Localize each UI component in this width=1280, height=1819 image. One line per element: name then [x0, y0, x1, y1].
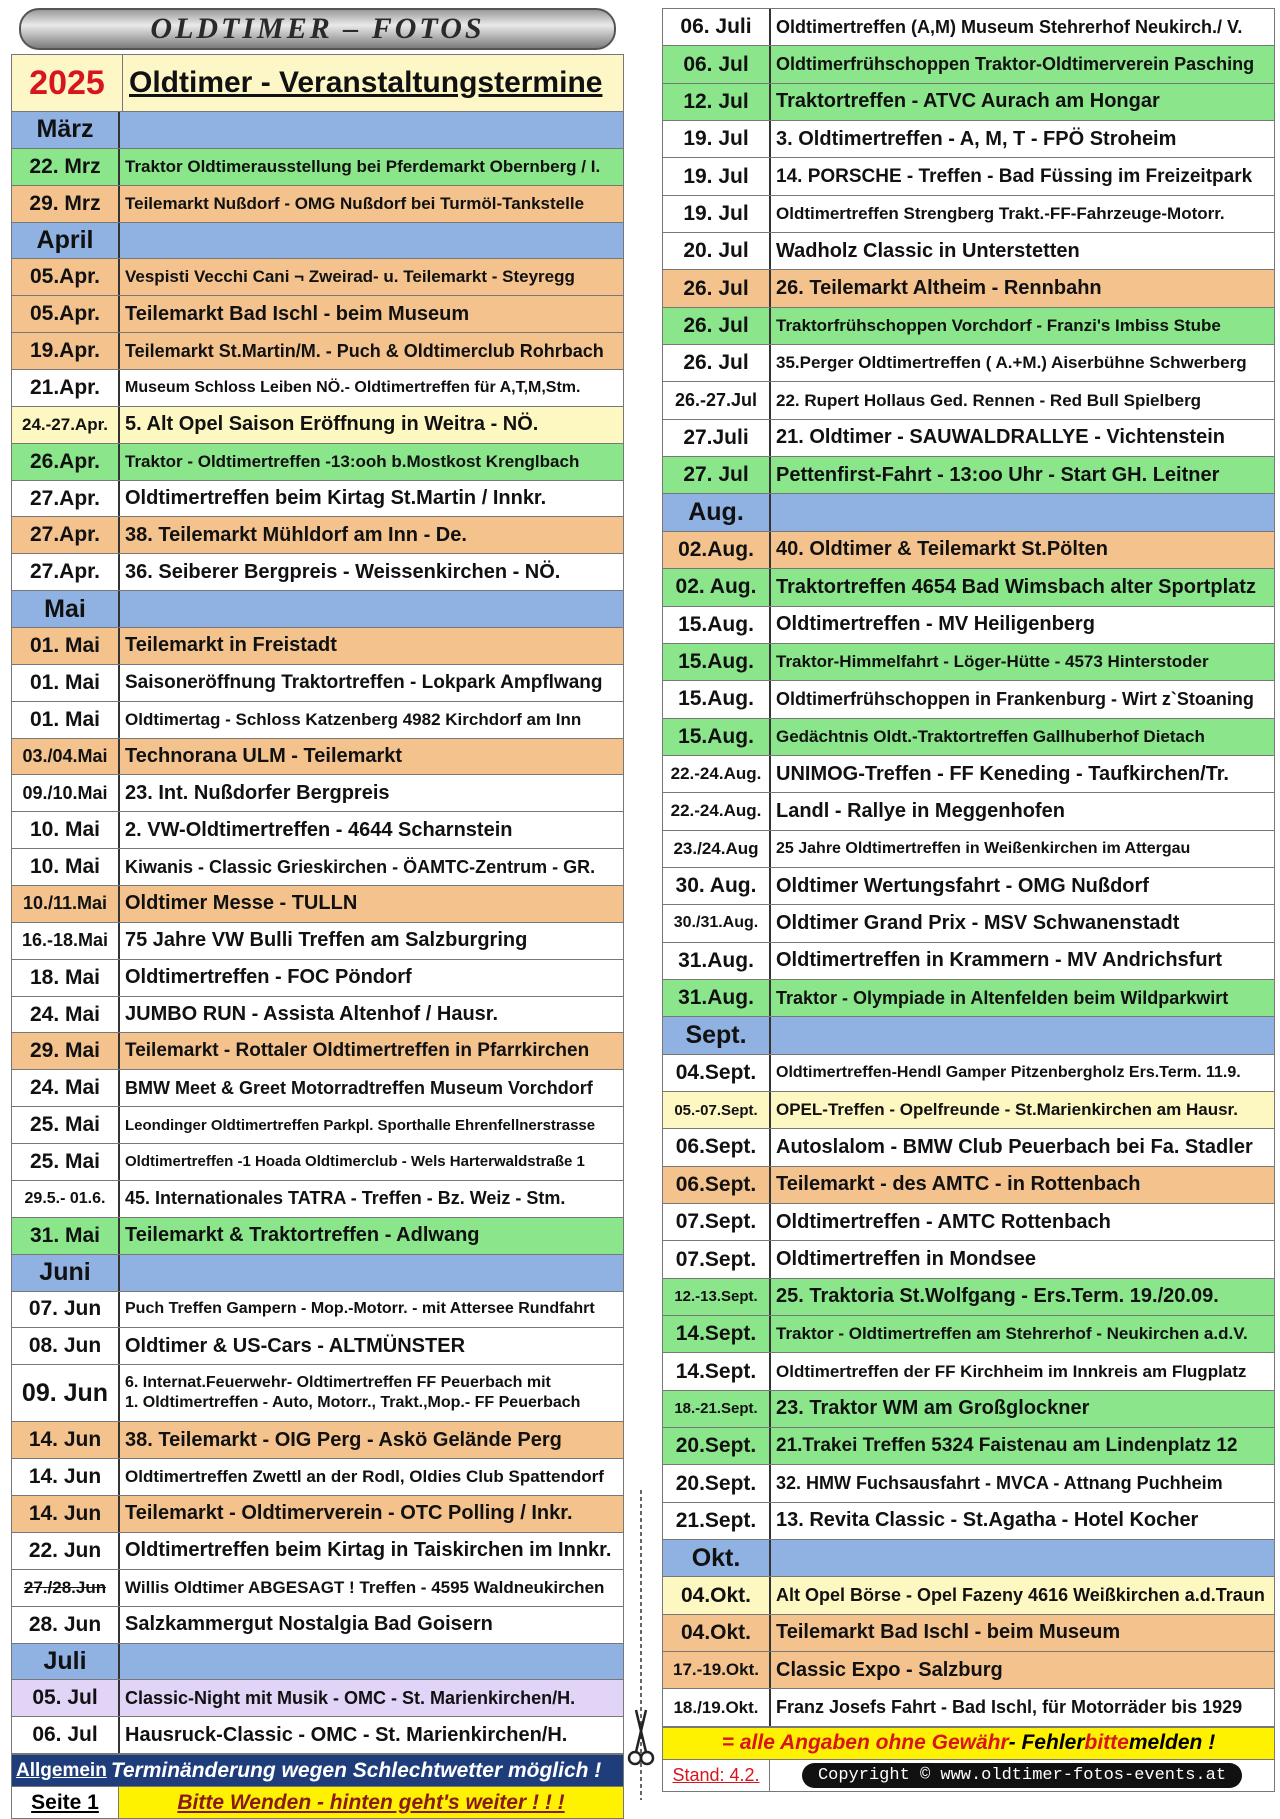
month-header [12, 223, 623, 260]
event-title: Landl - Rallye in Meggenhofen [776, 799, 1065, 822]
event-title: Teilemarkt - des AMTC - in Rottenbach [776, 1173, 1141, 1196]
event-row [663, 793, 1274, 830]
event-title: OPEL-Treffen - Opelfreunde - St.Marienkirchen am Hausr. [776, 1100, 1238, 1120]
event-date: 15.Aug. [663, 719, 771, 755]
event-date: 26. Jul [663, 308, 771, 344]
event-title: Oldtimertreffen - FOC Pöndorf [125, 966, 412, 989]
event-row [663, 569, 1274, 606]
event-title: Traktor - Oldtimertreffen am Stehrerhof - Neukirchen a.d.V. [776, 1324, 1248, 1344]
event-date: 01. Mai [12, 702, 120, 738]
left-column [11, 8, 624, 1819]
event-title: Oldtimertreffen -1 Hoada Oldtimerclub - Wels Harterwaldstraße 1 [125, 1153, 585, 1171]
event-row [663, 1428, 1274, 1465]
event-row [12, 149, 623, 186]
event-date: 21.Apr. [12, 370, 120, 406]
event-title: Gedächtnis Oldt.-Traktortreffen Gallhuberhof Dietach [776, 726, 1205, 746]
event-title: 26. Teilemarkt Altheim - Rennbahn [776, 277, 1102, 300]
event-date: 06.Sept. [663, 1167, 771, 1203]
event-row [12, 1328, 623, 1365]
stand-date: Stand: 4.2. [663, 1760, 770, 1791]
month-spacer [120, 112, 623, 148]
event-row [663, 1204, 1274, 1241]
event-row [663, 1241, 1274, 1278]
event-row [12, 481, 623, 518]
month-spacer [120, 223, 623, 259]
event-date: 27.Juli [663, 420, 771, 456]
event-row [663, 1092, 1274, 1129]
month-header [12, 591, 623, 628]
event-date: 14. Jun [12, 1496, 120, 1532]
event-title: Teilemarkt - Rottaler Oldtimertreffen in Pfarrkirchen [125, 1040, 590, 1062]
event-date: 19. Jul [663, 121, 771, 157]
event-date: 19.Apr. [12, 333, 120, 369]
event-title: Museum Schloss Leiben NÖ.- Oldtimertreffen für A,T,M,Stm. [125, 378, 581, 396]
event-date: 19. Jul [663, 196, 771, 232]
event-date: 06. Jul [663, 46, 771, 82]
event-row [663, 1055, 1274, 1092]
event-title: 45. Internationales TATRA - Treffen - Bz. Weiz - Stm. [125, 1188, 566, 1209]
event-date: 25. Mai [12, 1144, 120, 1180]
event-row [663, 1689, 1274, 1726]
event-date: 07. Jun [12, 1292, 120, 1328]
event-title: Saisoneröffnung Traktortreffen - Lokpark Ampflwang [125, 671, 603, 693]
event-row [12, 444, 623, 481]
event-row [663, 270, 1274, 307]
event-row [663, 84, 1274, 121]
event-title: Oldtimertreffen Zwettl an der Rodl, Oldies Club Spattendorf [125, 1467, 604, 1487]
event-date: 22.-24.Aug. [663, 793, 771, 829]
event-title: Oldtimer & US-Cars - ALTMÜNSTER [125, 1334, 466, 1357]
event-row [663, 831, 1274, 868]
event-row [663, 1652, 1274, 1689]
event-row [663, 1279, 1274, 1316]
event-title: Alt Opel Börse - Opel Fazeny 4616 Weißkirchen a.d.Traun [776, 1585, 1265, 1606]
event-title: Teilemarkt & Traktortreffen - Adlwang [125, 1224, 480, 1247]
event-row [663, 382, 1274, 419]
disclaimer-part-a: = alle Angaben ohne Gewähr [721, 1731, 1009, 1755]
event-title: Kiwanis - Classic Grieskirchen - ÖAMTC-Zentrum - GR. [125, 856, 596, 877]
event-date: 22.-24.Aug. [663, 756, 771, 792]
event-row [663, 196, 1274, 233]
event-date: 15.Aug. [663, 644, 771, 680]
event-title: Teilemarkt Nußdorf - OMG Nußdorf bei Turmöl-Tankstelle [125, 193, 585, 213]
event-title: Oldtimerfrühschoppen in Frankenburg - Wirt z`Stoaning [776, 688, 1254, 709]
event-row [663, 457, 1274, 494]
event-date: 20.Sept. [663, 1465, 771, 1501]
event-date: 12. Jul [663, 84, 771, 120]
event-title: Oldtimertag - Schloss Katzenberg 4982 Kirchdorf am Inn [125, 709, 582, 729]
event-date: 10. Mai [12, 849, 120, 885]
event-title: Teilemarkt Bad Ischl - beim Museum [125, 302, 470, 325]
event-date: 22. Jun [12, 1533, 120, 1569]
month-header [12, 1644, 623, 1681]
event-date: 29. Mrz [12, 186, 120, 222]
event-title: Hausruck-Classic - OMC - St. Marienkirchen/H. [125, 1723, 568, 1746]
event-title: 25 Jahre Oldtimertreffen in Weißenkirchen im Attergau [776, 839, 1191, 857]
event-title: Wadholz Classic in Unterstetten [776, 239, 1080, 262]
copyright-area [770, 1760, 1274, 1791]
event-title: UNIMOG-Treffen - FF Keneding - Taufkirchen/Tr. [776, 762, 1229, 785]
event-row [663, 532, 1274, 569]
footer-disclaimer [662, 1727, 1275, 1760]
event-date: 07.Sept. [663, 1241, 771, 1277]
event-row [12, 259, 623, 296]
event-title: Technorana ULM - Teilemarkt [125, 745, 403, 768]
event-date: 26.-27.Jul [663, 382, 771, 418]
event-title: Oldtimertreffen beim Kirtag in Taiskirchen im Innkr. [125, 1539, 612, 1562]
event-row [663, 1465, 1274, 1502]
event-date: 29. Mai [12, 1033, 120, 1069]
event-date: 24.-27.Apr. [12, 407, 120, 443]
event-title: Traktortreffen - ATVC Aurach am Hongar [776, 90, 1160, 113]
event-title: Teilemarkt Bad Ischl - beim Museum [776, 1621, 1121, 1644]
event-title: 38. Teilemarkt Mühldorf am Inn - De. [125, 523, 467, 546]
month-name: Sept. [663, 1017, 771, 1053]
event-title: Oldtimer Messe - TULLN [125, 892, 358, 915]
event-date: 07.Sept. [663, 1204, 771, 1240]
event-date: 01. Mai [12, 665, 120, 701]
event-row [663, 345, 1274, 382]
event-row [12, 886, 623, 923]
event-title: Oldtimertreffen - AMTC Rottenbach [776, 1210, 1111, 1233]
event-row [663, 756, 1274, 793]
event-date: 27. Jul [663, 457, 771, 493]
event-date: 26.Apr. [12, 444, 120, 480]
event-row [12, 1181, 623, 1218]
event-date: 08. Jun [12, 1328, 120, 1364]
event-date: 01. Mai [12, 628, 120, 664]
event-date: 31. Mai [12, 1218, 120, 1254]
event-title: 6. Internat.Feuerwehr- Oldtimertreffen FF Peuerbach mit 1. Oldtimertreffen - Auto, Motorr., Trakt.,Mop.- FF Peuerbach [125, 1374, 581, 1412]
event-title: Oldtimertreffen Strengberg Trakt.-FF-Fahrzeuge-Motorr. [776, 203, 1225, 223]
event-date: 27.Apr. [12, 554, 120, 590]
event-row [12, 1570, 623, 1607]
event-title: JUMBO RUN - Assista Altenhof / Hausr. [125, 1003, 499, 1026]
month-name: Juli [12, 1644, 120, 1680]
event-date: 19. Jul [663, 158, 771, 194]
event-date: 15.Aug. [663, 681, 771, 717]
event-row [12, 739, 623, 776]
event-row [663, 607, 1274, 644]
event-row [663, 644, 1274, 681]
event-date: 05. Jul [12, 1680, 120, 1716]
event-title: Vespisti Vecchi Cani ¬ Zweirad- u. Teilemarkt - Steyregg [125, 267, 575, 287]
event-title: Leondinger Oldtimertreffen Parkpl. Sporthalle Ehrenfellnerstrasse [125, 1116, 596, 1134]
event-row [663, 158, 1274, 195]
footer-general-text: Terminänderung wegen Schlechtwetter möglich ! [107, 1755, 623, 1786]
right-column [662, 8, 1275, 1792]
event-date: 12.-13.Sept. [663, 1279, 771, 1315]
event-title: Oldtimertreffen der FF Kirchheim im Innkreis am Flugplatz [776, 1361, 1247, 1381]
month-name: Aug. [663, 494, 771, 530]
event-date: 16.-18.Mai [12, 923, 120, 959]
event-row [663, 308, 1274, 345]
disclaimer-text [663, 1728, 1274, 1759]
month-header [663, 1017, 1274, 1054]
month-header [663, 1540, 1274, 1577]
event-title: Teilemarkt - Oldtimerverein - OTC Polling / Inkr. [125, 1502, 573, 1525]
event-row [12, 370, 623, 407]
event-row [12, 1680, 623, 1717]
event-title: Oldtimer Grand Prix - MSV Schwanenstadt [776, 911, 1180, 934]
event-date: 14.Sept. [663, 1353, 771, 1389]
disclaimer-part-c: bitte [1084, 1731, 1129, 1755]
event-row [12, 186, 623, 223]
month-spacer [120, 591, 623, 627]
event-date: 06. Jul [12, 1717, 120, 1753]
month-spacer [771, 1017, 1274, 1053]
event-row [663, 1316, 1274, 1353]
disclaimer-part-d: melden ! [1128, 1731, 1216, 1755]
event-title: Salzkammergut Nostalgia Bad Goisern [125, 1613, 493, 1636]
event-row [12, 296, 623, 333]
event-list-right [662, 8, 1275, 1727]
event-date: 28. Jun [12, 1607, 120, 1643]
event-date: 26. Jul [663, 345, 771, 381]
event-title: Classic Expo - Salzburg [776, 1658, 1003, 1681]
month-spacer [771, 1540, 1274, 1576]
event-date: 14. Jun [12, 1459, 120, 1495]
event-title: 22. Rupert Hollaus Ged. Rennen - Red Bull Spielberg [776, 390, 1202, 410]
event-row [663, 1129, 1274, 1166]
event-title: Oldtimertreffen in Krammern - MV Andrichsfurt [776, 949, 1222, 972]
event-title: Oldtimertreffen-Hendl Gamper Pitzenbergholz Ers.Term. 11.9. [776, 1063, 1241, 1081]
copyright-link[interactable]: Copyright © www.oldtimer-fotos-events.at [802, 1763, 1242, 1788]
disclaimer-part-b: - Fehler [1008, 1731, 1085, 1755]
event-date: 14.Sept. [663, 1316, 771, 1352]
event-date: 05.Apr. [12, 296, 120, 332]
event-row [12, 923, 623, 960]
page-title [11, 54, 624, 112]
event-date: 03./04.Mai [12, 739, 120, 775]
event-date: 14. Jun [12, 1422, 120, 1458]
event-date: 27./28.Jun [12, 1570, 120, 1606]
event-date: 04.Okt. [663, 1615, 771, 1651]
event-title: Willis Oldtimer ABGESAGT ! Treffen - 4595 Waldneukirchen [125, 1577, 605, 1597]
event-date: 02. Aug. [663, 569, 771, 605]
event-date: 20.Sept. [663, 1428, 771, 1464]
event-title: Oldtimertreffen - MV Heiligenberg [776, 613, 1095, 636]
event-row [663, 1353, 1274, 1390]
event-row [663, 1503, 1274, 1540]
event-row [12, 1496, 623, 1533]
event-row [12, 702, 623, 739]
event-date: 21.Sept. [663, 1503, 771, 1539]
event-row [12, 517, 623, 554]
event-title: Traktor - Oldtimertreffen -13:ooh b.Mostkost Krenglbach [125, 451, 580, 471]
event-row [663, 420, 1274, 457]
event-title: Oldtimer Wertungsfahrt - OMG Nußdorf [776, 874, 1149, 897]
event-date: 10./11.Mai [12, 886, 120, 922]
event-title: Puch Treffen Gampern - Mop.-Motorr. - mit Attersee Rundfahrt [125, 1300, 595, 1318]
event-date: 20. Jul [663, 233, 771, 269]
event-date: 10. Mai [12, 812, 120, 848]
month-spacer [771, 494, 1274, 530]
event-title: Teilemarkt in Freistadt [125, 634, 337, 657]
event-title: Traktor Oldtimerausstellung bei Pferdemarkt Obernberg / I. [125, 156, 601, 176]
event-row [663, 1577, 1274, 1614]
event-title: 21. Oldtimer - SAUWALDRALLYE - Vichtenstein [776, 426, 1225, 449]
event-row [12, 1607, 623, 1644]
event-date: 25. Mai [12, 1107, 120, 1143]
event-title: 32. HMW Fuchsausfahrt - MVCA - Attnang Puchheim [776, 1473, 1223, 1494]
footer-page-row [11, 1787, 624, 1819]
event-date: 24. Mai [12, 997, 120, 1033]
event-row [12, 960, 623, 997]
event-row [663, 905, 1274, 942]
event-row [663, 681, 1274, 718]
event-title: Teilemarkt St.Martin/M. - Puch & Oldtimerclub Rohrbach [125, 340, 604, 361]
event-row [12, 333, 623, 370]
event-title: 36. Seiberer Bergpreis - Weissenkirchen - NÖ. [125, 560, 561, 583]
event-date: 09. Jun [12, 1365, 120, 1421]
event-date: 18. Mai [12, 960, 120, 996]
event-title: 40. Oldtimer & Teilemarkt St.Pölten [776, 538, 1108, 561]
event-row [12, 1218, 623, 1255]
month-name: Juni [12, 1255, 120, 1291]
event-title: BMW Meet & Greet Motorradtreffen Museum Vorchdorf [125, 1077, 593, 1098]
event-row [663, 1167, 1274, 1204]
event-row [663, 868, 1274, 905]
event-date: 29.5.- 01.6. [12, 1181, 120, 1217]
event-title: Classic-Night mit Musik - OMC - St. Marienkirchen/H. [125, 1687, 576, 1708]
event-row [663, 1391, 1274, 1428]
event-title: 23. Int. Nußdorfer Bergpreis [125, 781, 390, 804]
event-row [12, 1033, 623, 1070]
event-row [12, 849, 623, 886]
event-date: 18.-21.Sept. [663, 1391, 771, 1427]
event-title: 38. Teilemarkt - OIG Perg - Askö Gelände Perg [125, 1428, 562, 1451]
event-title: Pettenfirst-Fahrt - 13:oo Uhr - Start GH. Leitner [776, 463, 1220, 486]
footer-general-label: Allgemein [12, 1755, 107, 1786]
event-title: Franz Josefs Fahrt - Bad Ischl, für Motorräder bis 1929 [776, 1697, 1243, 1718]
event-row [12, 1107, 623, 1144]
event-date: 05.-07.Sept. [663, 1092, 771, 1128]
event-title: 35.Perger Oldtimertreffen ( A.+M.) Aiserbühne Schwerberg [776, 353, 1247, 373]
site-banner: OLDTIMER – FOTOS [19, 8, 616, 50]
event-row [663, 121, 1274, 158]
event-title: Traktorfrühschoppen Vorchdorf - Franzi's Imbiss Stube [776, 315, 1221, 335]
title-year: 2025 [12, 55, 123, 111]
event-row [12, 407, 623, 444]
title-text: Oldtimer - Veranstaltungstermine [129, 66, 603, 99]
event-title: Traktortreffen 4654 Bad Wimsbach alter Sportplatz [776, 575, 1256, 598]
event-row [12, 1533, 623, 1570]
month-spacer [120, 1644, 623, 1680]
event-row [663, 233, 1274, 270]
event-title: Oldtimertreffen in Mondsee [776, 1248, 1037, 1271]
event-title: 2. VW-Oldtimertreffen - 4644 Scharnstein [125, 818, 513, 841]
event-title: 14. PORSCHE - Treffen - Bad Füssing im Freizeitpark [776, 165, 1253, 187]
event-date: 30. Aug. [663, 868, 771, 904]
event-title: Oldtimerfrühschoppen Traktor-Oldtimerverein Pasching [776, 54, 1255, 75]
event-row [12, 665, 623, 702]
event-date: 06.Sept. [663, 1129, 771, 1165]
event-date: 31.Aug. [663, 980, 771, 1016]
month-header [663, 494, 1274, 531]
event-row [12, 1144, 623, 1181]
event-row [663, 943, 1274, 980]
event-date: 18./19.Okt. [663, 1689, 771, 1725]
event-title: 25. Traktoria St.Wolfgang - Ers.Term. 19./20.09. [776, 1285, 1219, 1308]
event-date: 04.Sept. [663, 1055, 771, 1091]
month-spacer [120, 1255, 623, 1291]
event-date: 31.Aug. [663, 943, 771, 979]
event-row [663, 9, 1274, 46]
event-date: 30./31.Aug. [663, 905, 771, 941]
month-name: Okt. [663, 1540, 771, 1576]
event-row [663, 980, 1274, 1017]
event-list-left [11, 112, 624, 1754]
event-row [12, 554, 623, 591]
event-date: 27.Apr. [12, 517, 120, 553]
event-title: 21.Trakei Treffen 5324 Faistenau am Lindenplatz 12 [776, 1435, 1238, 1457]
event-date: 06. Juli [663, 9, 771, 45]
event-row [12, 1292, 623, 1329]
turn-page-note: Bitte Wenden - hinten geht's weiter ! ! ! [119, 1787, 623, 1818]
event-date: 17.-19.Okt. [663, 1652, 771, 1688]
footer-stand-row [662, 1760, 1275, 1792]
month-header [12, 112, 623, 149]
event-date: 09./10.Mai [12, 775, 120, 811]
event-date: 27.Apr. [12, 481, 120, 517]
event-row [663, 1615, 1274, 1652]
event-row [12, 628, 623, 665]
event-row [12, 1070, 623, 1107]
event-row [663, 46, 1274, 83]
event-date: 24. Mai [12, 1070, 120, 1106]
month-name: April [12, 223, 120, 259]
footer-general-notice [11, 1754, 624, 1787]
event-title: Oldtimertreffen (A,M) Museum Stehrerhof Neukirch./ V. [776, 16, 1243, 37]
event-date: 23./24.Aug [663, 831, 771, 867]
event-title: 5. Alt Opel Saison Eröffnung in Weitra - NÖ. [125, 413, 539, 436]
event-title: Traktor - Olympiade in Altenfelden beim Wildparkwirt [776, 987, 1229, 1008]
event-row [663, 719, 1274, 756]
event-date: 22. Mrz [12, 149, 120, 185]
event-title: 3. Oldtimertreffen - A, M, T - FPÖ Stroheim [776, 127, 1177, 150]
event-row [12, 1365, 623, 1422]
event-row [12, 997, 623, 1034]
scissors-icon [626, 1490, 656, 1800]
event-title: 23. Traktor WM am Großglockner [776, 1397, 1090, 1420]
event-row [12, 812, 623, 849]
event-title: Traktor-Himmelfahrt - Löger-Hütte - 4573 Hinterstoder [776, 652, 1209, 672]
event-date: 05.Apr. [12, 259, 120, 295]
event-title: 13. Revita Classic - St.Agatha - Hotel Kocher [776, 1509, 1199, 1532]
event-row [12, 1422, 623, 1459]
event-date: 02.Aug. [663, 532, 771, 568]
event-title: Oldtimertreffen beim Kirtag St.Martin / Innkr. [125, 487, 547, 510]
event-date: 04.Okt. [663, 1577, 771, 1613]
event-row [12, 1459, 623, 1496]
month-name: März [12, 112, 120, 148]
event-title: 75 Jahre VW Bulli Treffen am Salzburgring [125, 929, 528, 952]
event-date: 26. Jul [663, 270, 771, 306]
month-header [12, 1255, 623, 1292]
event-row [12, 1717, 623, 1754]
month-name: Mai [12, 591, 120, 627]
page-number: Seite 1 [12, 1787, 119, 1818]
event-title: Autoslalom - BMW Club Peuerbach bei Fa. Stadler [776, 1135, 1253, 1158]
event-row [12, 775, 623, 812]
event-date: 15.Aug. [663, 607, 771, 643]
